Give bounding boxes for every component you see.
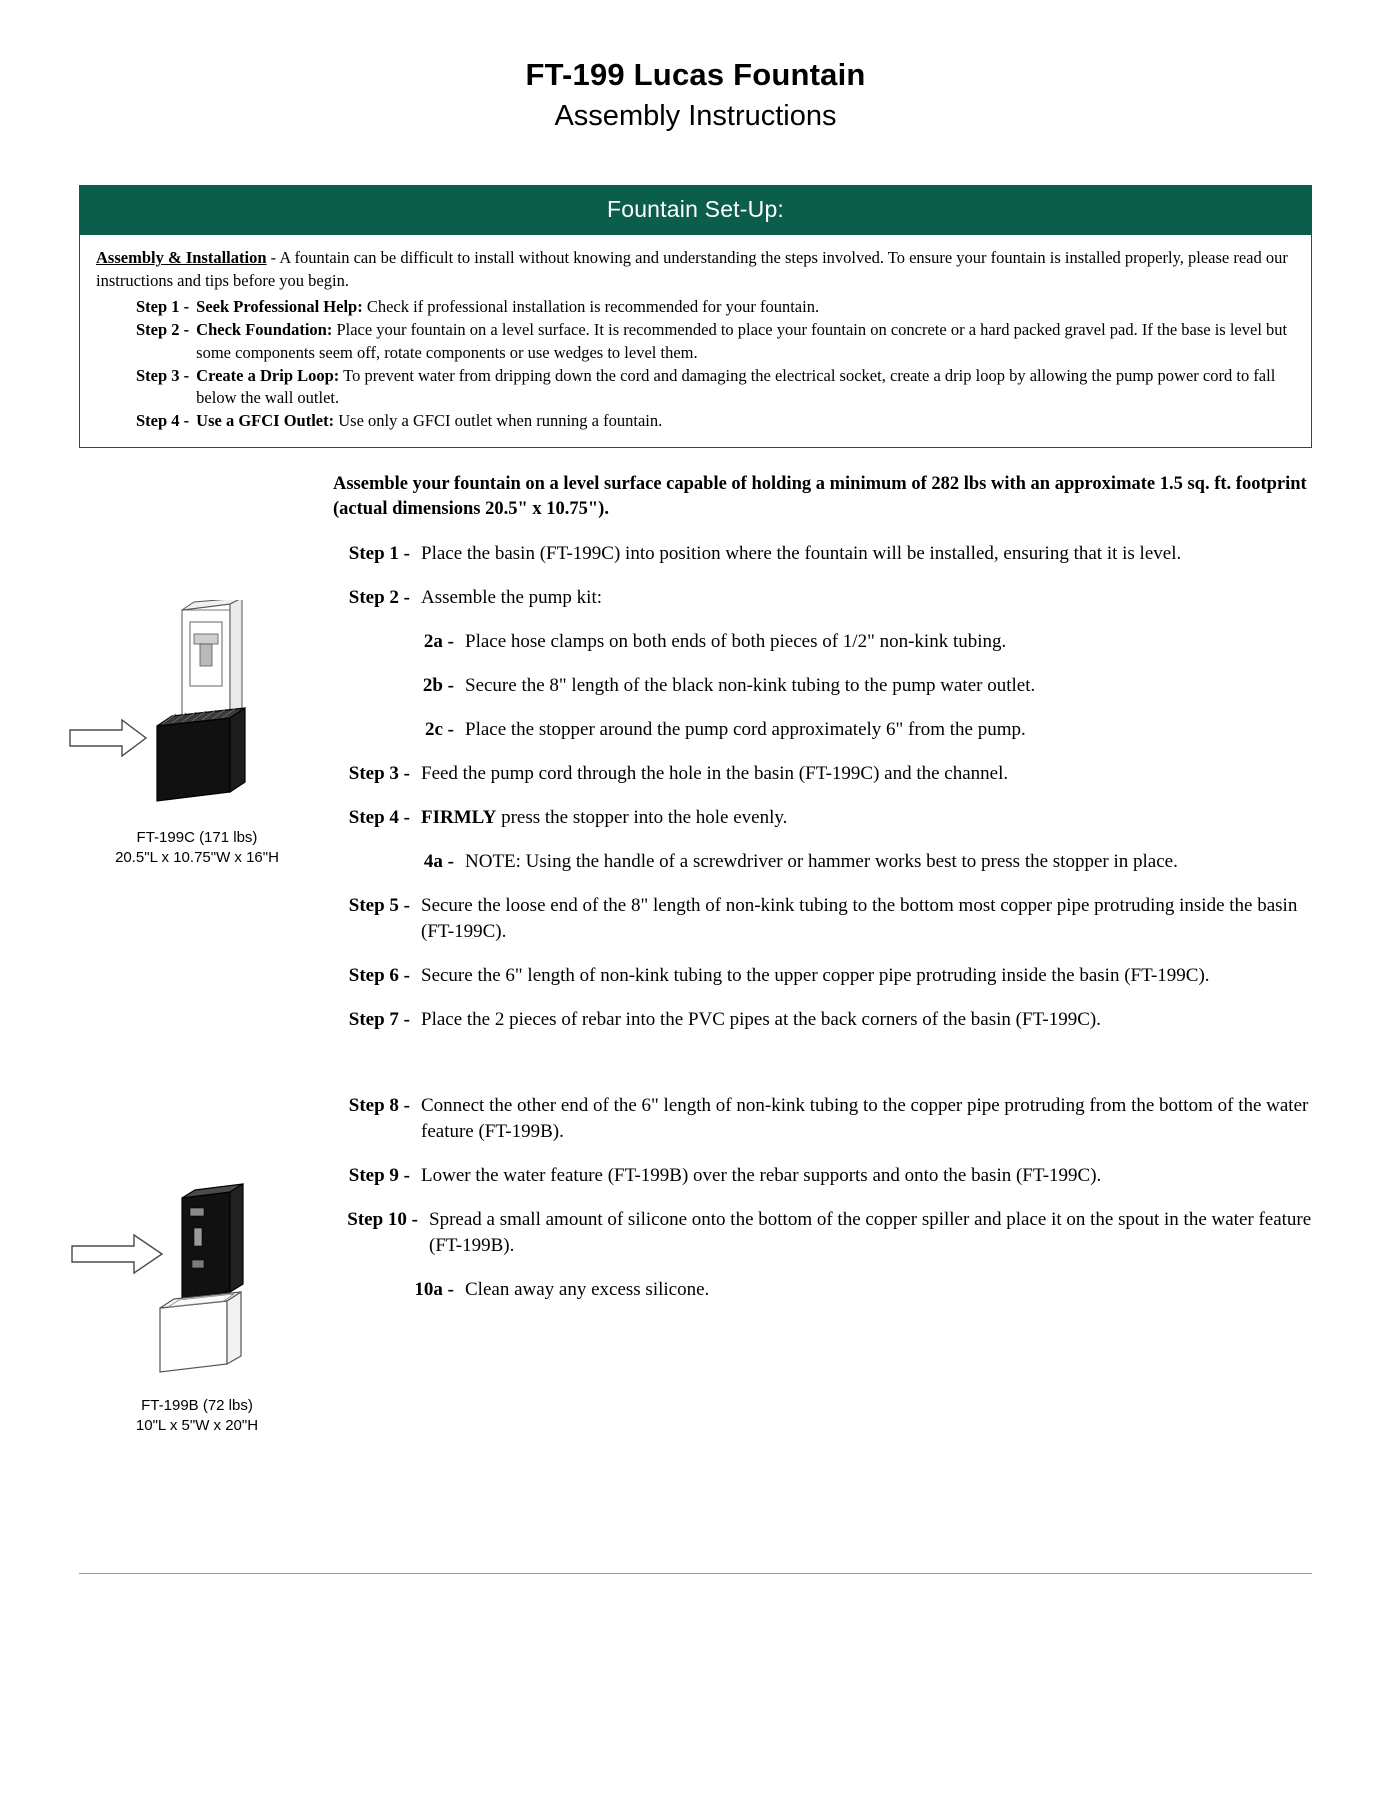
- assembly-substep: [405, 629, 1312, 655]
- setup-step: [96, 410, 1295, 432]
- assembly-step-label: Step 6 -: [348, 964, 410, 986]
- setup-box-header: Fountain Set-Up:: [80, 186, 1311, 235]
- assembly-step-label: Step 3 -: [348, 762, 410, 784]
- pointer-arrow-icon: [70, 720, 146, 756]
- figure-caption-line2: 10"L x 5"W x 20"H: [135, 1417, 259, 1435]
- assembly-substep-text: Clean away any excess silicone.: [465, 1278, 710, 1300]
- setup-step-number: Step 2 -: [136, 320, 190, 340]
- setup-step-title: Check Foundation:: [196, 320, 333, 340]
- setup-box-body: [80, 235, 1311, 446]
- setup-intro-text: - A fountain can be difficult to install without knowing and understanding the steps involved. To ensure your fountain is installed properly, please read our instructions and tips before you begin.: [96, 248, 1288, 290]
- assembly-step: [333, 963, 1312, 989]
- water-feature-illustration: [62, 1168, 332, 1383]
- setup-intro-lead: Assembly & Installation: [96, 248, 267, 268]
- assembly-substep-text: Place the stopper around the pump cord approximately 6" from the pump.: [465, 718, 1026, 740]
- assembly-step-label: Step 9 -: [348, 1164, 410, 1186]
- assembly-step-label: Step 1 -: [348, 542, 410, 564]
- title-block: [0, 0, 1391, 135]
- setup-step-number: Step 3 -: [136, 365, 190, 385]
- assembly-steps-list-2: [333, 1093, 1312, 1303]
- assembly-substep-text: NOTE: Using the handle of a screwdriver or hammer works best to press the stopper in place.: [465, 850, 1178, 872]
- setup-step: [96, 319, 1295, 364]
- assembly-step-text: Place the basin (FT-199C) into position where the fountain will be installed, ensuring that it is level.: [421, 542, 1182, 564]
- assembly-step: [333, 541, 1312, 567]
- assembly-substep-label: 4a -: [423, 850, 454, 872]
- assembly-step-label: Step 8 -: [348, 1094, 410, 1116]
- assembly-step: [333, 1093, 1312, 1145]
- assembly-step-text: Lower the water feature (FT-199B) over the rebar supports and onto the basin (FT-199C).: [421, 1164, 1102, 1186]
- assembly-substep-label: 2b -: [422, 674, 454, 696]
- assembly-step-text: Secure the 6" length of non-kink tubing to the upper copper pipe protruding inside the basin (FT-199C).: [421, 964, 1210, 986]
- basin-illustration: [62, 600, 332, 815]
- assembly-step-text: [421, 805, 1312, 831]
- setup-step-text: [196, 319, 1295, 364]
- assembly-step: [333, 1007, 1312, 1033]
- setup-intro: [96, 247, 1295, 292]
- page-subtitle: Assembly Instructions: [554, 99, 837, 132]
- setup-step-number: Step 1 -: [136, 296, 190, 316]
- assembly-substep-text: Secure the 8" length of the black non-kink tubing to the pump water outlet.: [465, 674, 1036, 696]
- setup-step-title: Create a Drip Loop:: [196, 365, 340, 385]
- assembly-substep-label: 2a -: [423, 630, 454, 652]
- assembly-steps-list: [333, 541, 1312, 1033]
- assembly-step: [333, 805, 1312, 831]
- page-title: FT-199 Lucas Fountain: [525, 57, 866, 92]
- figure-caption-line2: 20.5"L x 10.75"W x 16"H: [115, 849, 279, 867]
- assembly-step-text: Connect the other end of the 6" length of non-kink tubing to the copper pipe protruding from the bottom of the water feature (FT-199B).: [421, 1094, 1309, 1142]
- setup-step-text: [196, 296, 1295, 318]
- setup-step-desc: To prevent water from dripping down the cord and damaging the electrical socket, create a drip loop by allowing the pump power cord to fall below the wall outlet.: [196, 365, 1276, 408]
- assembly-step: [333, 761, 1312, 787]
- assembly-substep-text: Place hose clamps on both ends of both pieces of 1/2" non-kink tubing.: [465, 630, 1007, 652]
- assembly-step: [333, 1207, 1312, 1259]
- setup-step: [96, 296, 1295, 318]
- figure-caption: [62, 828, 332, 869]
- assembly-substep: [405, 717, 1312, 743]
- figure-water-feature: [62, 1168, 332, 1437]
- figure-caption: [62, 1396, 332, 1437]
- setup-step-desc: Check if professional installation is recommended for your fountain.: [362, 296, 820, 316]
- assembly-step-label: Step 4 -: [348, 806, 410, 828]
- assembly-substep: [405, 673, 1312, 699]
- setup-step-title: Use a GFCI Outlet:: [196, 411, 335, 431]
- assembly-step: [333, 585, 1312, 611]
- assembly-substep: [405, 1277, 1312, 1303]
- assembly-step-rest: press the stopper into the hole evenly.: [496, 806, 788, 828]
- assembly-step-label: Step 7 -: [348, 1008, 410, 1030]
- assembly-step: [333, 893, 1312, 945]
- assembly-step-text: Assemble the pump kit:: [421, 586, 603, 608]
- assembly-substep-label: 2c -: [424, 718, 454, 740]
- assembly-substep: [405, 849, 1312, 875]
- setup-step-desc: Place your fountain on a level surface. It is recommended to place your fountain on concrete or a hard packed gravel pad. If the base is level but some components seem off, rotate components or use wedges to level them.: [196, 320, 1288, 362]
- setup-step-text: [196, 365, 1295, 410]
- setup-step-title: Seek Professional Help:: [196, 296, 363, 316]
- assembly-step-label: Step 2 -: [348, 586, 410, 608]
- assembly-step-text: Feed the pump cord through the hole in the basin (FT-199C) and the channel.: [421, 762, 1009, 784]
- setup-step: [96, 365, 1295, 410]
- assembly-step-text: Spread a small amount of silicone onto the bottom of the copper spiller and place it on the spout in the water feature (FT-199B).: [429, 1208, 1312, 1256]
- setup-step-number: Step 4 -: [136, 411, 190, 431]
- figure-caption-line1: FT-199B (72 lbs): [141, 1397, 253, 1414]
- assembly-step-label: Step 5 -: [348, 894, 410, 916]
- assembly-substep-label: 10a -: [414, 1278, 454, 1300]
- section-divider: [79, 1573, 1312, 1574]
- assembly-lead-note: Assemble your fountain on a level surface capable of holding a minimum of 282 lbs with an approximate 1.5 sq. ft. footprint (actual dimensions 20.5" x 10.75").: [333, 473, 1307, 520]
- figure-caption-line1: FT-199C (171 lbs): [136, 829, 258, 846]
- assembly-step: [333, 1163, 1312, 1189]
- assembly-step-text: Secure the loose end of the 8" length of non-kink tubing to the bottom most copper pipe protruding inside the basin (FT-199C).: [421, 894, 1298, 942]
- assembly-step-label: Step 10 -: [347, 1208, 418, 1230]
- fountain-setup-box: [79, 185, 1312, 447]
- figure-basin: [62, 600, 332, 869]
- setup-steps-list: [96, 296, 1295, 433]
- pointer-arrow-icon: [72, 1235, 162, 1273]
- setup-step-desc: Use only a GFCI outlet when running a fountain.: [334, 411, 663, 431]
- assembly-step-emphasis: FIRMLY: [421, 806, 497, 828]
- setup-step-text: [196, 410, 1295, 432]
- assembly-step-text: Place the 2 pieces of rebar into the PVC pipes at the back corners of the basin (FT-199C).: [421, 1008, 1101, 1030]
